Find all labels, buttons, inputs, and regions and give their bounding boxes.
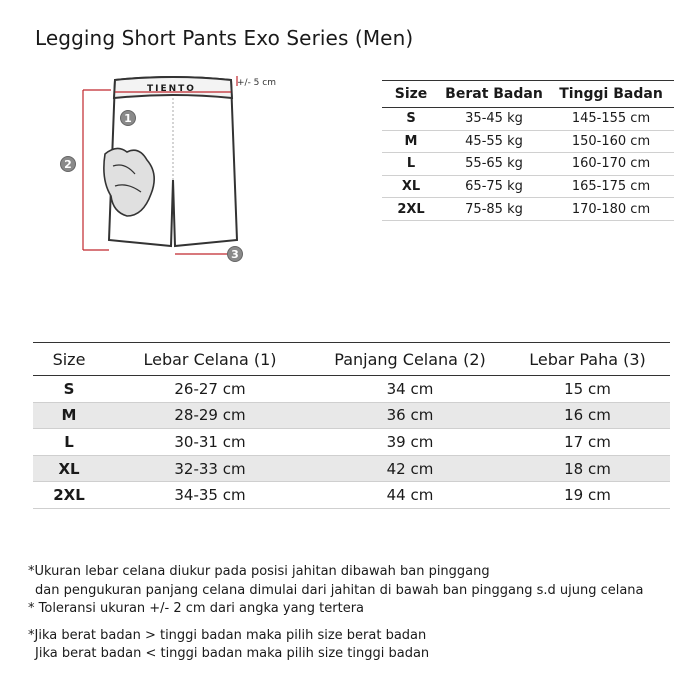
waist-width-cell: 30-31 cm: [105, 429, 315, 456]
thigh-width-cell: 19 cm: [505, 482, 670, 509]
length-cell: 39 cm: [315, 429, 505, 456]
table-header-row: [33, 343, 670, 376]
height-cell: 145-155 cm: [548, 108, 674, 131]
column-header: Berat Badan: [445, 86, 543, 102]
column-header: Size: [394, 86, 428, 102]
table-row: [382, 153, 674, 176]
shorts-measurement-diagram: [55, 70, 295, 270]
size-cell: L: [33, 429, 105, 456]
thigh-width-cell: 18 cm: [505, 455, 670, 482]
table-row: [33, 455, 670, 482]
weight-cell: 75-85 kg: [440, 198, 548, 221]
column-header: Tinggi Badan: [559, 86, 663, 102]
size-cell: 2XL: [382, 198, 440, 221]
notes-section: [28, 563, 644, 664]
brand-label: TIENTO: [147, 84, 196, 94]
marker-2: 2: [60, 156, 76, 172]
length-cell: 34 cm: [315, 376, 505, 403]
weight-cell: 65-75 kg: [440, 175, 548, 198]
size-cell: M: [382, 130, 440, 153]
table-row: [33, 402, 670, 429]
table-row: [382, 108, 674, 131]
table-header-row: [382, 81, 674, 108]
height-cell: 170-180 cm: [548, 198, 674, 221]
size-cell: S: [33, 376, 105, 403]
height-cell: 160-170 cm: [548, 153, 674, 176]
table-row: [33, 376, 670, 403]
size-cell: L: [382, 153, 440, 176]
waist-width-cell: 28-29 cm: [105, 402, 315, 429]
note-line: *Jika berat badan > tinggi badan maka pilih size berat badan: [28, 627, 427, 643]
weight-cell: 55-65 kg: [440, 153, 548, 176]
column-header: Lebar Paha (3): [529, 349, 646, 369]
waist-width-cell: 32-33 cm: [105, 455, 315, 482]
note-line: Jika berat badan < tinggi badan maka pilih size tinggi badan: [35, 646, 430, 661]
column-header: Size: [52, 349, 86, 369]
size-cell: S: [382, 108, 440, 131]
length-cell: 44 cm: [315, 482, 505, 509]
note-line: *Ukuran lebar celana diukur pada posisi jahitan dibawah ban pinggang: [28, 564, 490, 579]
waist-width-cell: 34-35 cm: [105, 482, 315, 509]
height-cell: 165-175 cm: [548, 175, 674, 198]
note-line: dan pengukuran panjang celana dimulai dari jahitan di bawah ban pinggang s.d ujung celana: [35, 582, 644, 598]
marker-1: 1: [120, 110, 136, 126]
thigh-width-cell: 17 cm: [505, 429, 670, 456]
note-line: * Toleransi ukuran +/- 2 cm dari angka yang tertera: [28, 601, 365, 616]
table-row: [382, 198, 674, 221]
length-cell: 42 cm: [315, 455, 505, 482]
body-size-table: [382, 80, 674, 221]
column-header: Lebar Celana (1): [143, 349, 277, 369]
thigh-width-cell: 15 cm: [505, 376, 670, 403]
shorts-illustration: [55, 70, 295, 270]
garment-size-table: [33, 342, 670, 509]
size-cell: M: [33, 402, 105, 429]
size-cell: XL: [382, 175, 440, 198]
table-row: [382, 130, 674, 153]
size-cell: XL: [33, 455, 105, 482]
column-header: Panjang Celana (2): [334, 349, 486, 369]
tolerance-label: +/- 5 cm: [237, 78, 276, 88]
weight-cell: 45-55 kg: [440, 130, 548, 153]
table-row: [33, 429, 670, 456]
table-row: [33, 482, 670, 509]
size-cell: 2XL: [33, 482, 105, 509]
thigh-width-cell: 16 cm: [505, 402, 670, 429]
page-title: Legging Short Pants Exo Series (Men): [35, 26, 414, 50]
weight-cell: 35-45 kg: [440, 108, 548, 131]
height-cell: 150-160 cm: [548, 130, 674, 153]
marker-3: 3: [227, 246, 243, 262]
waist-width-cell: 26-27 cm: [105, 376, 315, 403]
table-row: [382, 175, 674, 198]
length-cell: 36 cm: [315, 402, 505, 429]
